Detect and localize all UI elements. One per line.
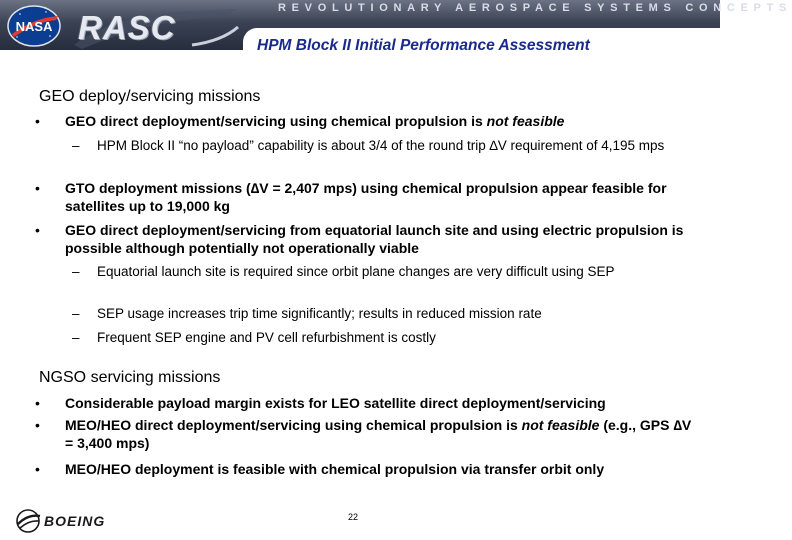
bullet-leo-margin: • Considerable payload margin exists for LEO satellite direct deployment/servicing [35,395,606,411]
bullet-geo-electric: • GEO direct deployment/servicing from equatorial launch site and using electric propulsion is possible although potentially not operationally viable [35,222,684,256]
sub-bullet-no-payload: – HPM Block II “no payload” capability is about 3/4 of the round trip ∆V requirement of 4,195 mps [72,138,665,153]
bullet-geo-direct: • GEO direct deployment/servicing using chemical propulsion is not feasible [35,113,565,129]
bullet-meo-heo-transfer: • MEO/HEO deployment is feasible with chemical propulsion via transfer orbit only [35,461,605,477]
sub-bullet-refurbishment: – Frequent SEP engine and PV cell refurbishment is costly [72,330,436,345]
nasa-logo [6,4,62,48]
program-name: REVOLUTIONARY AEROSPACE SYSTEMS CONCEPTS [278,2,792,14]
sub-bullet-sep-trip-time: – SEP usage increases trip time significantly; results in reduced mission rate [72,306,542,321]
page-number: 22 [348,512,359,522]
boeing-logo [14,507,134,535]
bullet-gto-deployment: • GTO deployment missions (∆V = 2,407 mps) using chemical propulsion appear feasible for satellites up to 19,000 kg [35,180,667,214]
boeing-logo-text: BOEING [44,513,106,529]
slide-header [0,0,792,72]
section-heading-ngso: NGSO servicing missions [39,369,221,386]
nasa-logo-text: NASA [15,19,53,34]
rasc-logo-text: RASC [78,9,176,46]
sub-bullet-equatorial-site: – Equatorial launch site is required since orbit plane changes are very difficult using SEP [72,264,615,279]
section-heading-geo: GEO deploy/servicing missions [39,88,261,105]
slide-title: HPM Block II Initial Performance Assessment [257,37,590,54]
bullet-meo-heo-direct: • MEO/HEO direct deployment/servicing using chemical propulsion is not feasible (e.g., GPS ∆V = 3,400 mps) [35,417,692,451]
